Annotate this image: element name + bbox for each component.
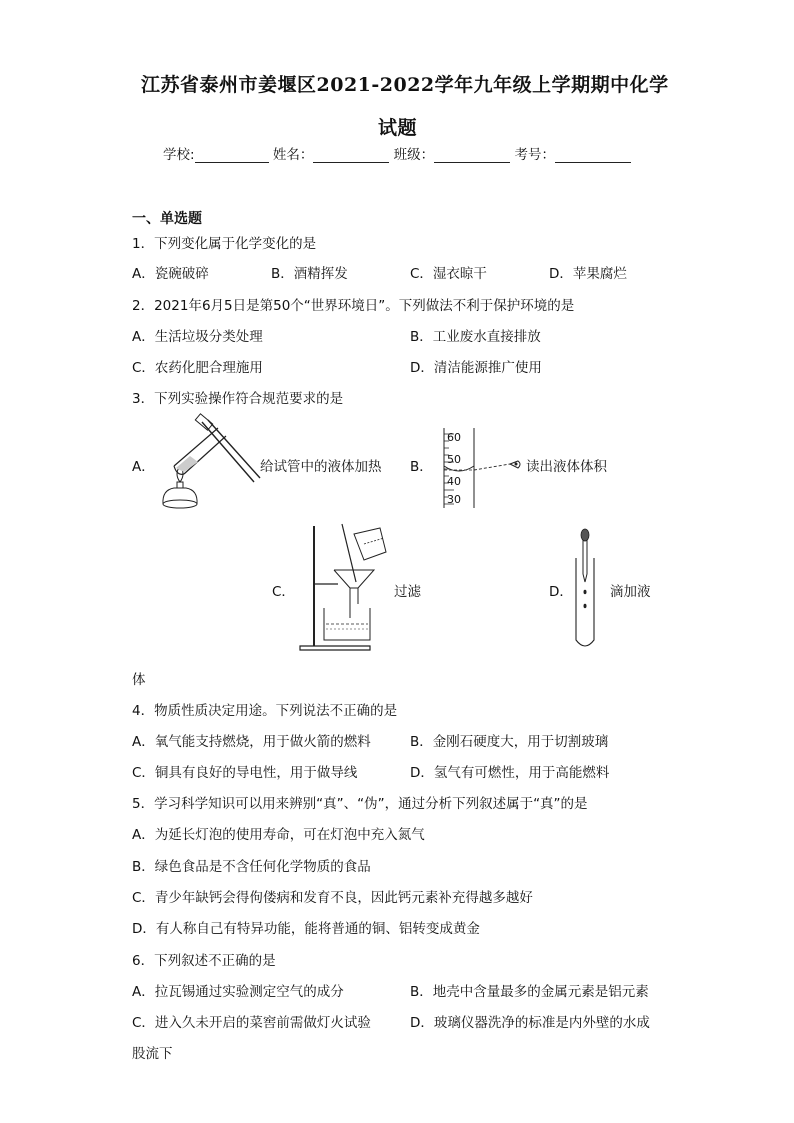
name-label: 姓名： [272,147,314,163]
question-4-stem: 4．物质性质决定用途。下列说法不正确的是 [132,703,398,719]
page-title: 江苏省泰州市姜堰区2021-2022学年九年级上学期期中化学 [141,74,669,96]
q2-option-a: A．生活垃圾分类处理 [132,329,263,345]
q1-option-a: A．瓷碗破碎 [132,266,209,282]
info-fields [163,147,631,163]
q3-option-b-letter: B． [410,459,433,475]
q3-option-d-text: 滴加液 [610,584,651,600]
q5-option-a: A．为延长灯泡的使用寿命，可在灯泡中充入氮气 [132,827,425,843]
school-field[interactable] [195,148,269,163]
q5-option-c: C．青少年缺钙会得佝偻病和发育不良，因此钙元素补充得越多越好 [132,890,533,906]
q4-option-d: D．氢气有可燃性，用于高能燃料 [410,765,610,781]
question-6-stem: 6．下列叙述不正确的是 [132,953,276,969]
q1-option-b: B．酒精挥发 [271,266,348,282]
q6-option-a: A．拉瓦锡通过实验测定空气的成分 [132,984,344,1000]
exam-number-label: 考号： [514,147,555,163]
q6-option-c: C．进入久未开启的菜窖前需做灯火试验 [132,1015,371,1031]
q3-option-c-letter: C． [272,584,295,600]
q5-option-b: B．绿色食品是不含任何化学物质的食品 [132,859,371,875]
section-heading: 一、单选题 [132,211,202,227]
q2-option-d: D．清洁能源推广使用 [410,360,542,376]
q1-option-c: C．湿衣晾干 [410,266,487,282]
q6-option-d-continue: 股流下 [132,1046,173,1062]
q3-option-b-text: 读出液体体积 [526,459,607,475]
scale-label-60: 60 [447,431,461,444]
page-title-line2: 试题 [378,117,418,139]
question-5-stem: 5．学习科学知识可以用来辨别“真”、“伪”，通过分析下列叙述属于“真”的是 [132,796,588,812]
filtration-apparatus-diagram [298,522,394,652]
q3-option-c-text: 过滤 [394,584,421,600]
exam-number-field[interactable] [555,148,631,163]
q6-option-d: D．玻璃仪器洗净的标准是内外壁的水成 [410,1015,650,1031]
q3-option-a-letter: A． [132,459,155,475]
q6-option-b: B．地壳中含量最多的金属元素是铝元素 [410,984,649,1000]
q2-option-c: C．农药化肥合理施用 [132,360,263,376]
heating-test-tube-diagram [150,418,262,510]
scale-label-30: 30 [447,493,461,506]
q2-option-b: B．工业废水直接排放 [410,329,541,345]
q3-option-d-continue: 体 [132,672,146,688]
class-label: 班级： [393,147,435,163]
q3-option-d-letter: D． [549,584,573,600]
scale-label-40: 40 [447,475,461,488]
dropper-test-tube-diagram [572,528,598,652]
name-field[interactable] [313,148,389,163]
q4-option-b: B．金刚石硬度大，用于切割玻璃 [410,734,609,750]
q5-option-d: D．有人称自己有特异功能，能将普通的铜、铝转变成黄金 [132,921,480,937]
q3-option-a-text: 给试管中的液体加热 [260,459,382,475]
q1-option-d: D．苹果腐烂 [549,266,627,282]
question-2-stem: 2．2021年6月5日是第50个“世界环境日”。下列做法不利于保护环境的是 [132,298,575,314]
class-field[interactable] [434,148,510,163]
q4-option-a: A．氧气能支持燃烧，用于做火箭的燃料 [132,734,371,750]
question-1-stem: 1．下列变化属于化学变化的是 [132,236,317,252]
scale-label-50: 50 [447,453,461,466]
question-3-stem: 3．下列实验操作符合规范要求的是 [132,391,344,407]
school-label: 学校: [163,147,195,163]
q4-option-c: C．铜具有良好的导电性，用于做导线 [132,765,358,781]
